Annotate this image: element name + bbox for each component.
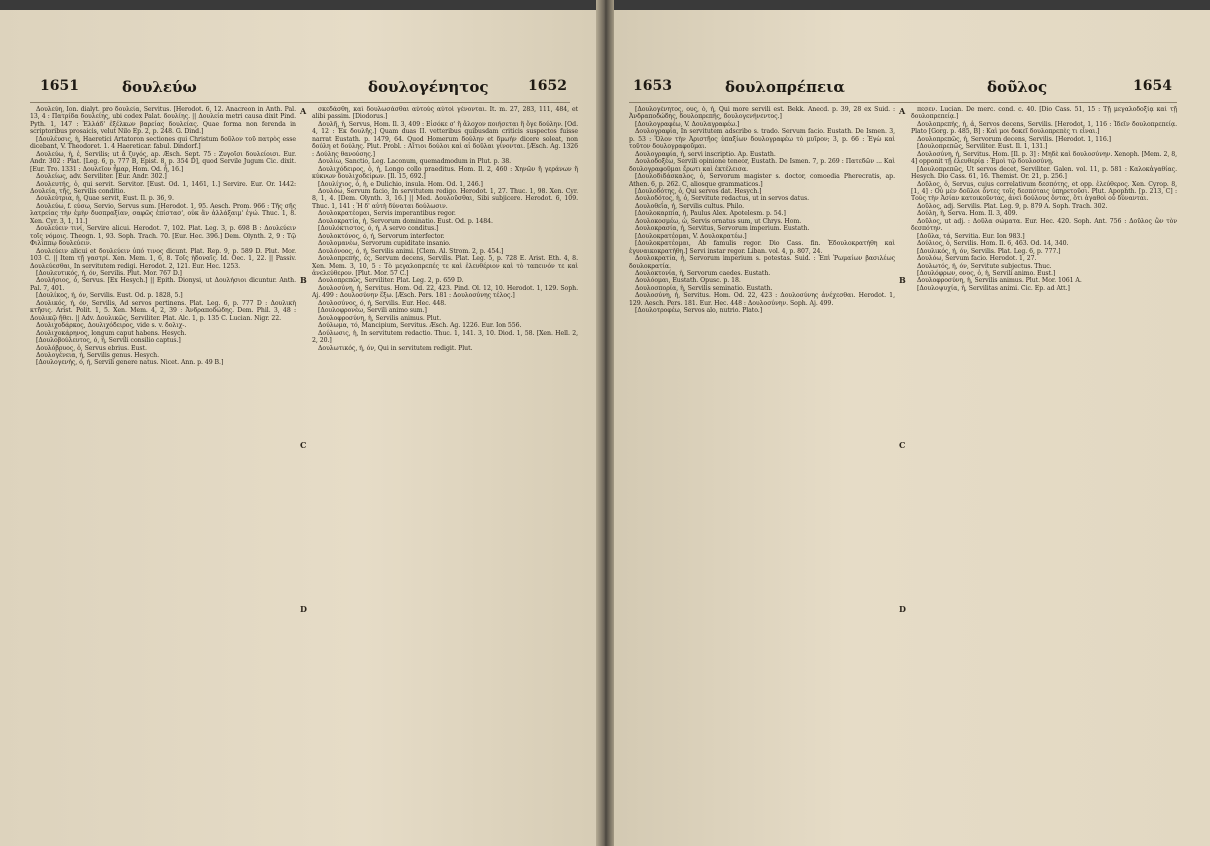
entry: Δουλικός, ή, όν, Servilis, Ad servos pertinens. Plat. Leg. 6, p. 777 D : Δουλικὴ κτῆσις. Arist. Polit. 1, 5. Xen. Mem. 4, 2, 39 : Ἀνδραποδώδης. Dem. Phil. 3, 48 : Δουλικῷ ἤθει. || Adv. Δουλικῶς, Serviliter. Plat. Alc. 1, p. 135 C. Lucian. Nigr. 22. [30,299,296,322]
entry: [Δουλοτροφέω, Servos alo, nutrio. Plato.] [635,307,763,315]
entry: Δουλεύω, ἡ, ἑ, Servilis; ut ἄ ζυγός, ap. Æsch. Sept. 75 : Ζυγοῖσι δουλείοισι. Eur. Andr. 302 : Plat. [Leg. 6, p. 777 B, Epist. 8, p. 354 D], quod Servile Jugum Cic. dixit. [Eur. Tro. 1331 : Δουλεῖον ἦμαρ, Hom. Od. ἦ, 16.] [30,150,296,173]
entry: [Δουλικός, ή, όν, Servilis. Plat. Leg. 6, p. 777.] [917,247,1061,255]
left-page-column-1 [30,106,296,841]
margin-marker-b: B [300,275,307,285]
entry: Δουλεύειν τινί, Servire alicui. Herodot. 7, 102. Plat. Leg. 3, p. 698 B : Δουλεύειν τοῖς νόμοις. Theogn. 1, 93. Soph. Trach. 70. [Eur. Hec. 396.] Dem. Olynth. 2, 9 : Τῷ Φιλίππῳ δουλεύειν. [30,225,296,248]
entry: [Δουλογενής, ό, ή, Servili genere natus. Nicet. Ann. p. 49 B.] [36,359,224,367]
entry: Δούλωμα, τό, Mancipium, Servitus. Æsch. Ag. 1226. Eur. Ion 556. [318,322,522,330]
page-number-1651: 1651 [40,78,79,94]
entry: Δουλωτός, ή, όν, Servitute subjectus. Thuc. [917,262,1052,270]
entry: Δοῦλος, adj. Servilis. Plat. Leg. 9, p. 879 A. Soph. Trach. 302. [917,202,1108,210]
entry: Δουλοφροσύνη, ἡ, Servilis animus. Plut. [318,314,442,322]
entry: Δουλοκρατέομαι, Servis imperantibus regor. [318,210,456,218]
headword-left: δουλεύω [122,78,197,96]
left-page-column-2 [312,106,578,841]
entry: [Δουλέυσις, ἡ, Haeretici Artatoron sectiones qui Christum δοῦλον τοῦ πατρὸς esse dicebant, V. Theodoret. 1. 4 Haereticar. fabul. Dindorf.] [30,135,296,151]
right-page-column-2 [911,106,1177,841]
entry: Δουλόνοος, ό, ή, Servilis animi. [Clem. Al. Strom. 2, p. 454.] [318,247,504,255]
entry: Δουλοκρατία, ἡ, Servorum imperium s. potestas. Suid. : Ἐπὶ Ῥωμαίων βασιλέως δουλοκρατία. [629,255,895,270]
entry: Δούλωσις, ἡ, In servitutem redactio. Thuc. 1, 141. 3, 10. Diod. 1, 58. [Xen. Hell. 2, 2, 20.] [312,329,578,345]
entry: Δουλεύη, Ion. dialyt. pro δουλεία, Servitus. [Herodot. 6, 12. Anacreon in Anth. Pal. 13, 4 : Πατρίδα δουλείης, ubi codex Palat. δουλίης. || Δουλεία metri causa dixit Pind. Pyth. 1, 147 : Ἑλλάδ' ἐξέλκων βαρείας δουλείας. Quae forma non ferenda in scriptoribus prosaicis, velut Nilo Ep. 2, p. 248. G. Dind.] [30,106,296,136]
entry: [Δουλίκος, ή, όν, Servilis. Eust. Od. p. 1828, 5.] [36,292,183,300]
entry: [Δουλοψυχία, ἡ, Servilitas animi. Cic. Ep. ad Att.] [917,284,1070,292]
entry: Δουλοκοσμέω, ὡ, Servis ornatus sum, ut Chrys. Hom. [635,217,802,225]
entry: Δουλοδοξέω, Servili opinione teneor, Eustath. De Ismen. 7, p. 269 : Πατεδῶν ... Καὶ δουλογραφοῦμαι ἔρωτι καὶ ἐκτέλεισα. [629,158,895,173]
headword-right: δοῦλος [987,78,1048,96]
entry: Δουλογένεια, ἡ, Servilis genus. Hesych. [36,351,159,359]
entry: Δουλογραφία, In servitutem adscribo s. trado. Servum facio. Eustath. De Ismen. 3, p. 53 : Ὅλον τὴν Ἀριστῆος ὑπαξίων δουλογραφέω τὸ μυῖρον; 3, p. 66 : Ἐγὼ καὶ τοῦτον δουλογραφοῦμαι. [629,128,895,151]
entry: [Δουλοδότης, ὁ, Qui servos dat. Hesych.] [635,187,762,195]
page-number-1654: 1654 [1133,78,1172,94]
margin-marker-d: D [300,604,307,614]
margin-marker-c: C [300,440,307,450]
entry: Δουλεύω, f. εύσω, Servio, Servus sum. [Herodot. 1, 95. Aesch. Prom. 966 : Τῆς σῆς λατρείας τὴν ἐμὴν δυσπραξίαν, σαφῶς ἐπίστασ', οὐκ ἂν ἀλλάξαιμ' ἐγώ. Thuc. 1, 8. Xen. Cyr. 3, 1, 11.] [30,202,296,225]
entry: Δουλοσύνος, ό, ή, Servilis. Eur. Hec. 448. [318,299,447,307]
header-rule [30,102,570,103]
entry: Δουλοπρεπής, ές, Servum decens, Servilis. Plat. Leg. 5, p. 728 E. Arist. Eth. 4, 8. Xen. Mem. 3, 10, 5 : Τὸ μεγαλοπρεπές τε καὶ ἐλευθέριον καὶ τὸ ταπεινόν τε καὶ ἀνελεύθερον. [Plut. Mor. 57 C.] [312,255,578,277]
entry: Δουλευτής, ὁ, qui servit. Servitor. [Eust. Od. 1, 1461, 1.] Servire. Eur. Or. 1442: Δουλεία, τῆς, Servilis conditio. [30,180,296,195]
entry: Δουλοκρατία, ἡ, Servorum dominatio. Eust. Od. p. 1484. [318,217,493,225]
margin-marker-d: D [899,604,906,614]
entry: Δουλεύτρια, ἡ, Quae servit, Eust. Il. p. 36, 9. [36,195,174,203]
entry: Δουλόομαι, Eustath. Opusc. p. 18. [635,277,741,285]
entry: Δουλωτικός, ή, όν, Qui in servitutem redigit. Plut. [318,344,473,352]
entry: Δουλοπρεπής, ἡ, ἁ, Servos decens, Servilis. [Herodot. 1, 116 : Ἰδεῖν δουλοπρεπείᾳ. Plato [Gorg. p. 485, B] : Καὶ μοι δοκεῖ δουλοπρεπὲς τι εἶναι.] [911,120,1177,136]
entry: Δουλοκρασία, ἡ, Servitus, Servorum imperium. Eustath. [635,225,810,233]
entry: [Δοῦλα, τά, Servitia. Eur. Ion 983.] [917,232,1025,240]
entry: Δουλοφροσύνη, ἡ, Servilis animus. Plut. Mor. 1061 A. [917,277,1082,285]
entry: σκεδάσθη, καὶ δουλωσάσθαι αὐτοὺς αὐτοὶ γένονται. It. m. 27, 283, 111, 484, et alibi passim. [Diodorus.] [312,106,578,121]
right-page-column-1 [629,106,895,841]
entry: Δουλομανέω, Servorum cupiditate insanio. [318,240,451,248]
margin-marker-a: A [899,106,906,116]
entry: [Δουλοφρονέω, Servili animo sum.] [318,307,427,315]
entry: Δουλογραφία, ἡ, servi inscriptio. Ap. Eustath. [635,150,776,158]
entry: Δουλοπρεπῶς, ἡ, Servorum decens, Servilis. [Herodot. 1, 116.] [917,135,1112,143]
entry: Δουλοσύνη, ἡ, Servitus. Hom. [Il. p. 3] : Μηδὲ καὶ δουλοσύνην. Xenoph. [Mem. 2, 8, 4] opponit τῇ ἐλευθερίᾳ : Ἐμοὶ τῷ δουλοσύνῃ. [911,150,1177,166]
entry: Δουλοσύνη, ἡ, Servitus. Hom. Od. 22, 423 : Δουλοσύνης ἀνέχεσθαι. Herodot. 1, 129. Aesch. Pers. 181. Eur. Hec. 448 : Δουλοσύνην. Soph. Aj. 499. [629,292,895,307]
entry: [Δουλογένητος, ους, ὁ, ἡ, Qui more servili est. Bekk. Anecd. p. 39, 28 ex Suid. : Ἀνδραποδώδης, δουλοπρεπής, δουλογενήνεντος.] [629,106,895,121]
entry: Δουλόω, Servum facio, In servitutem redigo. Herodot. 1, 27. Thuc. 1, 98. Xen. Cyr. 8, 1, 4. [Dem. Olynth. 3, 16.] || Med. Δουλοῦσθαι, Sibi subjicere. Herodot. 6, 109. Thuc. 1, 141 : Ἡ δ' αὐτὴ δύναται δούλωσιν. [312,187,578,210]
entry: Δουλήσιος, ὁ, Servus. [Ex Hesych.] || Epith. Dionysi, ut Δουλήσιοι dicuntur. Anth. Pal. 7, 401. [30,277,296,292]
entry: [Δουλοκαρπία, ἡ, Paulus Alex. Apotelesm. p. 54.] [635,210,786,218]
entry: [Δουλοβούλευτος, ό, ή, Servili consilio captus.] [36,337,181,345]
margin-marker-a: A [300,106,307,116]
margin-marker-c: C [899,440,906,450]
entry: Δουλιχοκάρηνος, longum caput habens. Hesych. [36,329,187,337]
entry: πεσεν. Lucian. De merc. cond. c. 40. [Dio Cass. 51, 15 : Τῇ μεγαλοδοξίᾳ καὶ τῇ δουλοπρεπείᾳ.] [911,106,1177,121]
entry: Δουλόω, Servum facio. Herodot. 1, 27. [917,255,1037,263]
entry: [Δουλοπρεπῶς, Ut servos decet, Serviliter. Galen. vol. 11, p. 581 : Καλοκἀγαθίας. Hesych. Dio Cass. 61, 16. Themist. Or. 21, p. 256.] [911,165,1177,181]
entry: Δουλοδότος, ἡ, ὁ, Servitute redactus, ut in servos datus. [635,195,810,203]
entry: Δουλοκτόνος, ό, ή, Servorum interfector. [318,232,445,240]
entry: Δουλοπρεπῶς, Serviliter. Plat. Leg. 2, p. 659 D. [318,277,464,285]
entry: Δοῦλος, ut adj. : Δοῦλα σώματα. Eur. Hec. 420. Soph. Ant. 756 : Δοῦλος ὢν τὸν δεσπότην. [911,217,1177,233]
entry: [Δουλοκρατέομαι, V. Δουλοκρατέω.] [635,232,747,240]
headword-left: δουλοπρέπεια [725,78,845,96]
entry: Δουλοκτονία, ἡ, Servorum caedes. Eustath. [635,269,771,277]
book-gutter [596,0,614,846]
entry: [Δουλίχιος, ὁ, ἡ, e Dulichio, insula. Hom. Od. 1, 246.] [318,180,483,188]
entry: [Δουλογραφέω, V. Δουλαγραφέω.] [635,120,740,128]
entry: Δουλιχόδειρος, ὁ, ἡ, Longo collo praeditus. Hom. Il. 2, 460 : Χηνῶν ἢ γεράνων ἢ κύκνων δουλιχοδείρων. [Il. 15, 692.] [312,165,578,181]
entry: Δουλεύειν alicui et δουλεύειν ὑπό τινος dicunt. Plat. Rep. 9, p. 589 D. Plut. Mor. 103 C. || Item τῇ γαστρί. Xen. Mem. 1, 6, 8. Τοῖς ἡδοναῖς. Id. Oec. 1, 22. || Passiv. Δουλεύεσθαι, In servitutem redigi. Herodot. 2, 121. Eur. Hec. 1253. [30,247,296,270]
entry: Δουλοσύνη, ἡ, Servitus. Hom. Od. 22, 423. Pind. Ol. 12, 10. Herodot. 1, 129. Soph. Aj. 499 : Δουλοσύνην ἕξω. [Æsch. Pers. 181 : Δουλοσύνης τέλος.] [312,284,578,300]
page-number-1652: 1652 [528,78,567,94]
entry: Δουλῆ, ἡ, Servus, Hom. Il. 3, 409 : Εἰσόκε σ' ἢ ἄλοχον ποιήσεται ἢ ὅγε δούλην. [Od. 4, 12 : Ἐκ δουλῆς.] Quam duas II. vetteribus quibusdam criticis suspectos fuisse narrat Eustath. p. 1479, 64. Quod Homerum δούλην et δμωήν dicere soleat, non δούλη et δούλης. Plut. Probl. : Αἴτιοι δούλοι καὶ αἱ δοῦλαι γίνονται. [Æsch. Ag. 1326 : Δούλης θανούσης.] [312,120,578,158]
right-page [607,10,1210,846]
entry: Δουλιχοδάρκος, Δουλιχόδειρος, vide s. v. δολιχ-. [36,322,187,330]
entry: Δούλη, ἡ, Serva. Hom. Il. 3, 409. [917,210,1018,218]
entry: [Δουλοπρεπῶς, Serviliter. Eust. Il. 1, 131.] [917,143,1048,151]
left-page [0,10,603,846]
entry: [Δουλόκτιστος, ό, ή, A servo conditus.] [318,225,439,233]
entry: Δουλόβρυος, ὁ, Servus ebrius. Eust. [36,344,147,352]
headword-right: δουλογένητος [368,78,489,96]
entry: Δούλιος, ὁ, Servilis. Hom. Il. 6, 463. Od. 14, 340. [917,240,1069,248]
entry: Δουλείως, adv. Serviliter. [Eur. Andr. 302.] [36,173,167,181]
entry: [Δουλευτικός, ή, όν, Servilis. Plut. Mor. 767 D.] [36,269,182,277]
entry: Δουλίω, Sanctio, Leg. Laconum, quemadmodum in Plut. p. 38. [318,158,512,166]
entry: [Δουλόφρων, ονος, ὁ, ἡ, Servili animo. Eust.] [917,269,1056,277]
margin-marker-b: B [899,275,906,285]
right-page-header [607,78,1210,100]
page-number-1653: 1653 [633,78,672,94]
entry: Δοῦλος, ὁ, Servus, cujus correlativum δεσπότης, et opp. ἐλεύθερος. Xen. Cyrop. 8, [1, 4] : Οὐ μὲν δοῦλοι ὄντες τοῖς δεσπόταις ὑπηρετοῦσι. Plut. Apophth. [p. 213, C] : Τοὺς τὴν Ἀσίαν κατοικοῦντας, ἀνεὶ δούλους ὄντας, ὅτι ἀγαθοὶ οὐ δύνανται. [911,180,1177,203]
entry: Δουλοθεΐα, ἡ, Servilis cultus. Philo. [635,202,744,210]
left-page-header [0,78,603,100]
entry: [Δουλοδιδάσκαλος, ὁ, Servorum magister s. doctor, comoedia Pherecratis, ap. Athen. 6, p. 262. C, aliosque grammaticos.] [629,173,895,188]
entry: [Δουλοκρατέομαι, Ab famulis regor. Dio Cass. fin. Ἐδουλοκρατήθη καὶ ἐγυναικοκρατήθη.] Servi instar regor. Liban. vol. 4, p. 807, 24. [629,240,895,255]
header-rule [629,102,1177,103]
entry: Δουλοσπορία, ἡ, Servilis seminatio. Eustath. [635,284,773,292]
